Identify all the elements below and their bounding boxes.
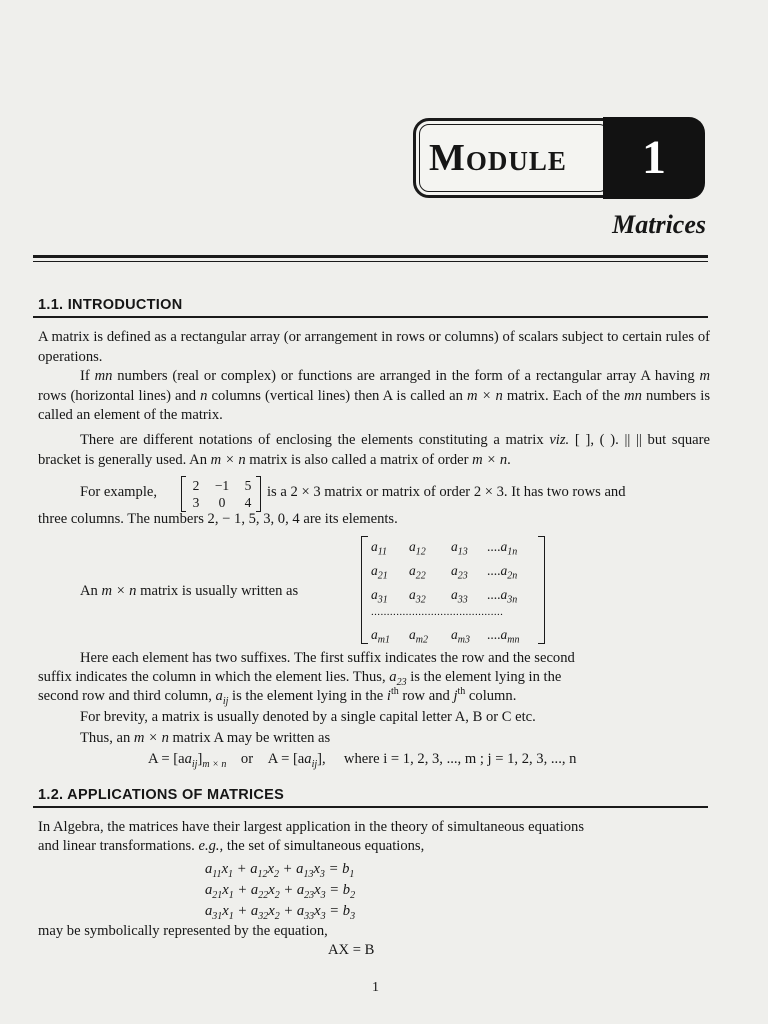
- example-matrix-cell: 4: [244, 495, 252, 510]
- section-heading-introduction: 1.1. INTRODUCTION: [38, 297, 183, 313]
- general-matrix-dots: ..........................................: [371, 606, 504, 618]
- general-matrix-element: $a_{23}$: [451, 563, 468, 582]
- applications-line2: and linear transformations. e.g., the set of simultaneous equations,: [38, 838, 425, 854]
- paragraph-notations: There are different notations of enclosing the elements constituting a matrix viz. [ ], ( ). || || but square bracket is generally used. An m × n matrix is also called a matrix of order m × n.: [38, 432, 710, 468]
- section-heading-applications: 1.2. APPLICATIONS OF MATRICES: [38, 787, 285, 803]
- general-matrix-element: $a_{21}$: [371, 563, 388, 582]
- chapter-title: Matrices: [612, 210, 706, 239]
- general-matrix-element: $a_{m1}$: [371, 627, 390, 646]
- equation-row-1: $a_{11}x_1 + a_{12}x_2 + a_{13}x_3 = b_1$: [205, 861, 355, 880]
- general-matrix-element: $a_{13}$: [451, 539, 468, 558]
- page-number: 1: [372, 980, 379, 995]
- example-matrix: [181, 476, 261, 512]
- matrix-notation-formula: $A = [aa_{ij}]_{m \times n}$ or $A = [aa_{ij}]$, where i = 1, 2, 3, ..., m ; j = 1, 2, 3, ..., n: [148, 751, 577, 770]
- equation-row-2: $a_{21}x_1 + a_{22}x_2 + a_{23}x_3 = b_2$: [205, 882, 356, 901]
- module-word-initial: M: [429, 137, 466, 179]
- general-matrix-element: $a_{m2}$: [409, 627, 428, 646]
- general-matrix-element: $a_{22}$: [409, 563, 426, 582]
- title-rule-thin: [33, 261, 708, 262]
- general-matrix-element: $a_{m3}$: [451, 627, 470, 646]
- symbolic-sentence: may be symbolically represented by the equation,: [38, 923, 328, 939]
- example-label: For example,: [80, 484, 158, 500]
- module-word-rest: odule: [465, 137, 567, 179]
- example-matrix-cell: 2: [192, 478, 200, 493]
- paragraph-mn-matrix: If mn numbers (real or complex) or functions are arranged in the form of a rectangular array A having m rows (horizontal lines) and n columns (vertical lines) then A is called an m × n matrix. Each of the mn numbers is called an element of the matrix.: [38, 368, 711, 423]
- suffix-paragraph-line1: Here each element has two suffixes. The first suffix indicates the row and the second: [80, 650, 575, 666]
- general-matrix-element: $....a_{3n}$: [487, 587, 518, 606]
- module-word: [429, 128, 567, 188]
- general-matrix-element: $a_{32}$: [409, 587, 426, 606]
- module-badge: [413, 118, 705, 200]
- general-matrix: [361, 536, 545, 644]
- applications-line1: In Algebra, the matrices have their largest application in the theory of simultaneous equations: [38, 819, 585, 835]
- matrix-equation: AX = B: [328, 942, 375, 958]
- example-matrix-cell: 5: [244, 478, 252, 493]
- general-matrix-element: $a_{31}$: [371, 587, 388, 606]
- general-matrix-element: $a_{12}$: [409, 539, 426, 558]
- thus-sentence: Thus, an m × n matrix A may be written as: [80, 730, 331, 746]
- brevity-sentence: For brevity, a matrix is usually denoted by a single capital letter A, B or C etc.: [80, 709, 536, 725]
- general-matrix-element: $a_{33}$: [451, 587, 468, 606]
- section-rule: [33, 806, 708, 808]
- example-matrix-cell: −1: [214, 478, 230, 493]
- general-matrix-element: $a_{11}$: [371, 539, 388, 558]
- suffix-paragraph-line2: suffix indicates the column in which the element lies. Thus, $a_{23}$ is the element lying in the: [38, 669, 562, 688]
- example-matrix-cell: 0: [218, 495, 226, 510]
- title-rule-thick: [33, 255, 708, 258]
- general-matrix-label: An m × n matrix is usually written as: [80, 583, 299, 599]
- example-matrix-cell: 3: [192, 495, 200, 510]
- section-rule: [33, 316, 708, 318]
- general-matrix-rows: [369, 536, 541, 644]
- suffix-paragraph-line3: second row and third column, $a_{ij}$ is the element lying in the $i^{th}$ row and $j^{th}$ column.: [38, 686, 517, 707]
- general-matrix-element: $....a_{mn}$: [487, 627, 520, 646]
- general-matrix-left-bracket: [361, 536, 368, 644]
- paragraph-definition: A matrix is defined as a rectangular array (or arrangement in rows or columns) of scalars subject to certain rules of operations.: [38, 329, 710, 365]
- module-number: 1: [603, 117, 705, 199]
- general-matrix-element: $....a_{1n}$: [487, 539, 518, 558]
- general-matrix-element: $....a_{2n}$: [487, 563, 518, 582]
- example-elements-line: three columns. The numbers 2, − 1, 5, 3, 0, 4 are its elements.: [38, 511, 398, 527]
- example-description: is a 2 × 3 matrix or matrix of order 2 × 3. It has two rows and: [267, 484, 626, 500]
- equation-row-3: $a_{31}x_1 + a_{32}x_2 + a_{33}x_3 = b_3$: [205, 903, 356, 922]
